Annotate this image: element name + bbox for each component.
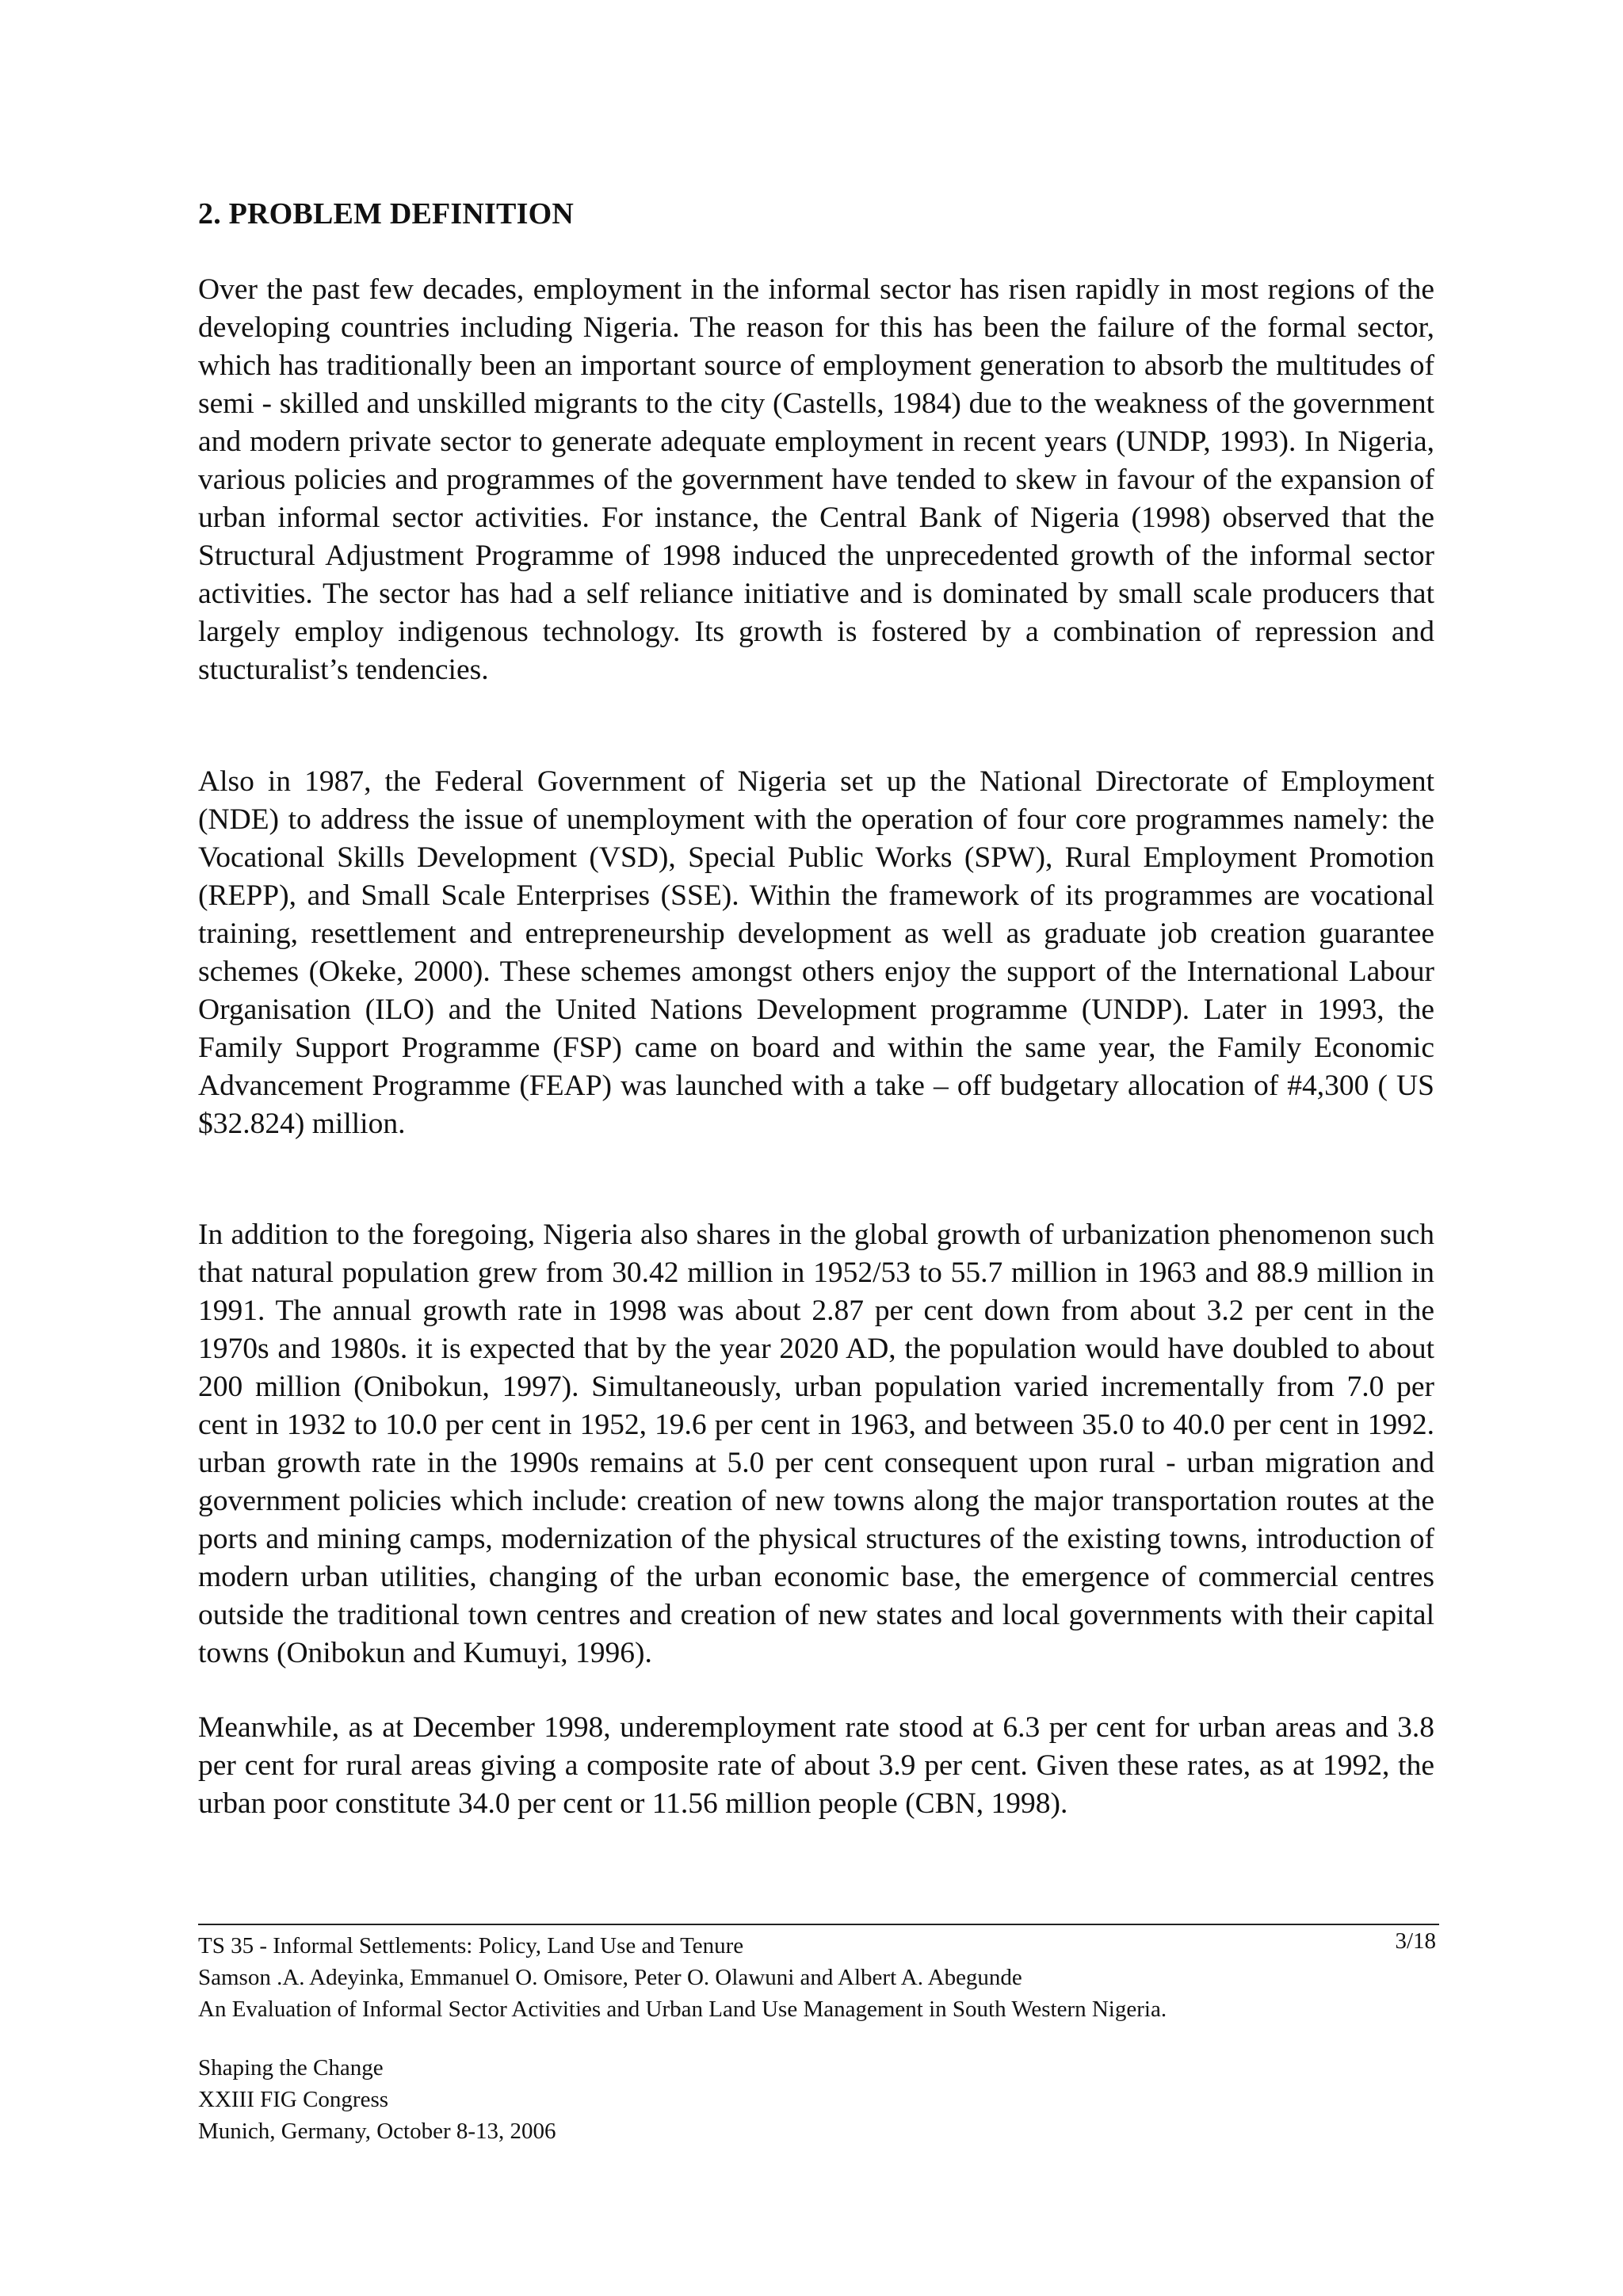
paragraph-urbanization: In addition to the foregoing, Nigeria also shares in the global growth of urbanization phenomenon such that natural population grew from 30.42 million in 1952/53 to 55.7 million in 1963 and 88.9 million in 1991. The annual growth rate in 1998 was about 2.87 per cent down from about 3.2 per cent in the 1970s and 1980s. it is expected that by the year 2020 AD, the population would have doubled to about 200 million (Onibokun, 1997). Simultaneously, urban population varied incrementally from 7.0 per cent in 1932 to 10.0 per cent in 1952, 19.6 per cent in 1963, and between 35.0 to 40.0 per cent in 1992. urban growth rate in the 1990s remains at 5.0 per cent consequent upon rural - urban migration and government policies which include: creation of new towns along the major transportation routes at the ports and mining camps, modernization of the physical structures of the existing towns, introduction of modern urban utilities, changing of the urban economic base, the emergence of commercial centres outside the traditional town centres and creation of new states and local governments with their capital towns (Onibokun and Kumuyi, 1996). bbox=[198, 1219, 1434, 1669]
footer-session: TS 35 - Informal Settlements: Policy, Land Use and Tenure bbox=[198, 1933, 744, 1958]
footer-event-name: XXIII FIG Congress bbox=[198, 2087, 389, 2112]
paragraph-underemployment: Meanwhile, as at December 1998, underemployment rate stood at 6.3 per cent for urban areas and 3.8 per cent for rural areas giving a composite rate of about 3.9 per cent. Given these rates, as at 1992, the urban poor constitute 34.0 per cent or 11.56 million people (CBN, 1998). bbox=[198, 1711, 1434, 1820]
footer-authors: Samson .A. Adeyinka, Emmanuel O. Omisore, Peter O. Olawuni and Albert A. Abegunde bbox=[198, 1965, 1022, 1990]
paragraph-nde-programmes: Also in 1987, the Federal Government of Nigeria set up the National Directorate of Employment (NDE) to address the issue of unemployment with the operation of four core programmes namely: the Vocational Skills Development (VSD), Special Public Works (SPW), Rural Employment Promotion (REPP), and Small Scale Enterprises (SSE). Within the framework of its programmes are vocational training, resettlement and entrepreneurship development as well as graduate job creation guarantee schemes (Okeke, 2000). These schemes amongst others enjoy the support of the International Labour Organisation (ILO) and the United Nations Development programme (UNDP). Later in 1993, the Family Support Programme (FSP) came on board and within the same year, the Family Economic Advancement Programme (FEAP) was launched with a take – off budgetary allocation of #4,300 ( US $32.824) million. bbox=[198, 765, 1434, 1140]
footer-event-place-date: Munich, Germany, October 8-13, 2006 bbox=[198, 2119, 556, 2144]
footer-paper-title: An Evaluation of Informal Sector Activities and Urban Land Use Management in South Western Nigeria. bbox=[198, 1997, 1167, 2022]
paragraph-informal-sector-growth: Over the past few decades, employment in the informal sector has risen rapidly in most regions of the developing countries including Nigeria. The reason for this has been the failure of the formal sector, which has traditionally been an important source of employment generation to absorb the multitudes of semi - skilled and unskilled migrants to the city (Castells, 1984) due to the weakness of the government and modern private sector to generate adequate employment in recent years (UNDP, 1993). In Nigeria, various policies and programmes of the government have tended to skew in favour of the expansion of urban informal sector activities. For instance, the Central Bank of Nigeria (1998) observed that the Structural Adjustment Programme of 1998 induced the unprecedented growth of the informal sector activities. The sector has had a self reliance initiative and is dominated by small scale producers that largely employ indigenous technology. Its growth is fostered by a combination of repression and stucturalist’s tendencies. bbox=[198, 273, 1434, 686]
footer-divider bbox=[198, 1924, 1439, 1925]
page-number: 3/18 bbox=[1395, 1928, 1436, 1954]
section-heading: 2. PROBLEM DEFINITION bbox=[198, 197, 574, 231]
footer-event-theme: Shaping the Change bbox=[198, 2055, 384, 2081]
